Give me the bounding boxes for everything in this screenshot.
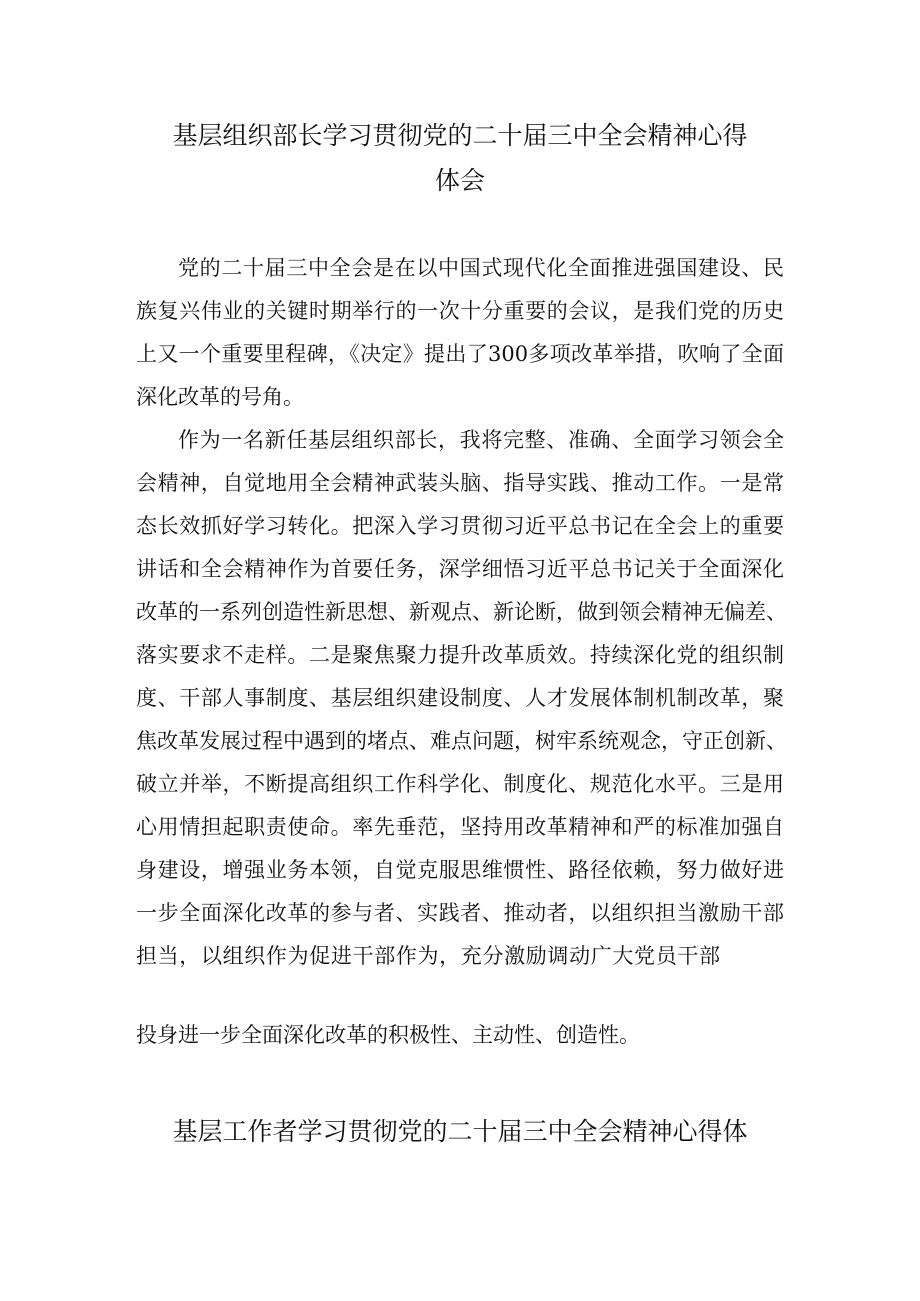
paragraph-2-line-11: 身建设，增强业务本领，自觉克服思维惯性、路径依赖，努力做好进 — [136, 858, 784, 882]
paragraph-2-line-6: 落实要求不走样。二是聚焦聚力提升改革质效。持续深化党的组织制 — [136, 643, 784, 667]
paragraph-2-line-8: 焦改革发展过程中遇到的堵点、难点问题，树牢系统观念，守正创新、 — [136, 729, 787, 753]
paragraph-2-line-5: 改革的一系列创造性新思想、新观点、新论断，做到领会精神无偏差、 — [136, 600, 787, 624]
second-article-title: 基层工作者学习贯彻党的二十届三中全会精神心得体 — [172, 1117, 748, 1146]
article-title-line-2: 体会 — [434, 166, 485, 195]
paragraph-1-line-1: 党的二十届三中全会是在以中国式现代化全面推进强国建设、民 — [178, 256, 784, 280]
paragraph-1-line-3: 上又一个重要里程碑，《决定》提出了300多项改革举措，吹响了全面 — [136, 342, 784, 366]
paragraph-2-line-2: 会精神，自觉地用全会精神武装头脑、指导实践、推动工作。一是常 — [136, 471, 784, 495]
paragraph-2-line-12: 一步全面深化改革的参与者、实践者、推动者，以组织担当激励干部 — [136, 901, 784, 925]
paragraph-2-line-7: 度、干部人事制度、基层组织建设制度、人才发展体制机制改革，聚 — [136, 686, 784, 710]
paragraph-2-line-9: 破立并举，不断提高组织工作科学化、制度化、规范化水平。三是用 — [136, 772, 784, 796]
paragraph-2-line-3: 态长效抓好学习转化。把深入学习贯彻习近平总书记在全会上的重要 — [136, 514, 784, 538]
paragraph-2-line-1: 作为一名新任基层组织部长，我将完整、准确、全面学习领会全 — [178, 428, 784, 452]
paragraph-2-line-4: 讲话和全会精神作为首要任务，深学细悟习近平总书记关于全面深化 — [136, 557, 784, 581]
paragraph-3-line-1: 投身进一步全面深化改革的积极性、主动性、创造性。 — [136, 1023, 640, 1047]
paragraph-2-line-13: 担当，以组织作为促进干部作为，充分激励调动广大党员干部 — [136, 944, 720, 968]
paragraph-1-line-4: 深化改革的号角。 — [136, 385, 304, 409]
paragraph-1-line-2: 族复兴伟业的关键时期举行的一次十分重要的会议，是我们党的历史 — [136, 299, 784, 323]
paragraph-2-line-10: 心用情担起职责使命。率先垂范，坚持用改革精神和严的标准加强自 — [136, 815, 784, 839]
article-title-line-1: 基层组织部长学习贯彻党的二十届三中全会精神心得 — [172, 121, 748, 150]
